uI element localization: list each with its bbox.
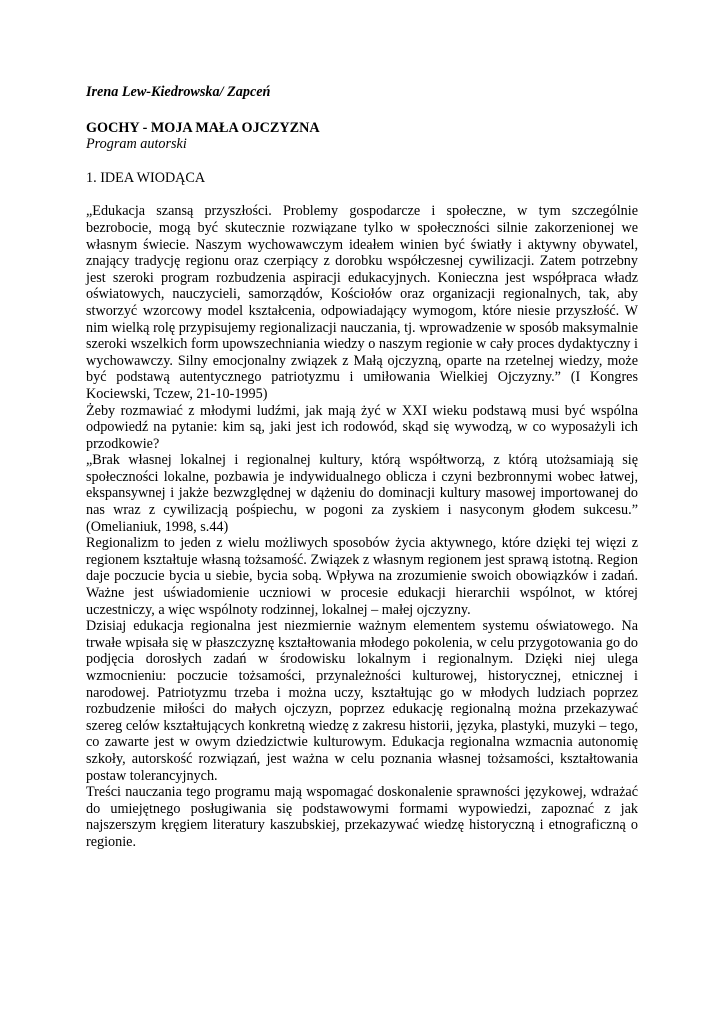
paragraph: „Brak własnej lokalnej i regionalnej kultury, którą współtworzą, z którą utożsamiają się społeczności lokalne, pozbawia je indywidualnego oblicza i czyni bezbronnymi wobec łatwej, ekspansywnej i jakże bezwzględnej w dążeniu do dominacji kultury masowej importowanej do nas wraz z cywilizacją pośpiechu, w pogoni za zyskiem i nasyconym głodem sukcesu.” (Omelianiuk, 1998, s.44) [86,452,638,535]
author-line: Irena Lew-Kiedrowska/ Zapceń [86,84,271,100]
paragraph: Żeby rozmawiać z młodymi ludźmi, jak mają żyć w XXI wieku podstawą musi być wspólna odpowiedź na pytanie: kim są, jaki jest ich rodowód, skąd się wywodzą, w co wyposażyli ich przodkowie? [86,402,638,452]
document-title: GOCHY - MOJA MAŁA OJCZYZNA [86,119,320,136]
paragraph: Dzisiaj edukacja regionalna jest niezmiernie ważnym elementem systemu oświatowego. Na trwałe wpisała się w płaszczyznę kształtowania młodego pokolenia, w celu przygotowania go do podjęcia dorosłych zadań w środowisku lokalnym i regionalnym. Dzięki niej ulega wzmocnieniu: poczucie tożsamości, przynależności kulturowej, historycznej, etnicznej i narodowej. Patriotyzmu trzeba i można uczy, kształtując go w młodych ludziach poprzez rozbudzenie miłości do małych ojczyzn, poprzez edukację regionalną można przekazywać szereg celów kształtujących konkretną wiedzę z zakresu historii, języka, plastyki, muzyki – tego, co zawarte jest w owym dziedzictwie kulturowym. Edukacja regionalna wzmacnia autonomię szkoły, autorskość rozwiązań, jest ważna w celu poznania własnej tożsamości, kształtowania postaw tolerancyjnych. [86,618,638,784]
document-page [86,84,638,851]
paragraph: Treści nauczania tego programu mają wspomagać doskonalenie sprawności językowej, wdrażać do umiejętnego posługiwania się podstawowymi formami wypowiedzi, zapoznać z jak najszerszym kręgiem literatury kaszubskiej, przekazywać wiedzę historyczną i etnograficzną o regionie. [86,784,638,850]
paragraph: Regionalizm to jeden z wielu możliwych sposobów życia aktywnego, które dzięki tej więzi z regionem kształtuje własną tożsamość. Związek z własnym regionem jest sprawą istotną. Region daje poczucie bycia u siebie, bycia sobą. Wpływa na zrozumienie swoich obowiązków i zadań. Ważne jest uświadomienie uczniowi w procesie edukacji hierarchii wspólnot, w której uczestniczy, a więc wspólnoty rodzinnej, lokalnej – małej ojczyzny. [86,535,638,618]
document-subtitle: Program autorski [86,136,187,153]
paragraph: „Edukacja szansą przyszłości. Problemy gospodarcze i społeczne, w tym szczególnie bezrobocie, mogą być skutecznie rozwiązane tylko w społeczności silnie zakorzenionej we własnym świecie. Naszym wychowawczym ideałem winien być światły i aktywny obywatel, znający tradycję regionu oraz czerpiący z dorobku współczesnej cywilizacji. Zatem potrzebny jest szeroki program rozbudzenia aspiracji edukacyjnych. Konieczna jest współpraca władz oświatowych, nauczycieli, samorządów, Kościołów oraz organizacji regionalnych, tak, aby stworzyć wzorcowy model kształcenia, odpowiadający wymogom, które niesie przyszłość. W nim wielką rolę przypisujemy regionalizacji nauczania, tj. wprowadzenie w sposób maksymalnie szeroki wszelkich form upowszechniania wiedzy o naszym regionie w cały proces dydaktyczny i wychowawczy. Silny emocjonalny związek z Małą ojczyzną, oparte na rzetelnej wiedzy, może być podstawą autentycznego patriotyzmu i umiłowania Wielkiej Ojczyzny.” (I Kongres Kociewski, Tczew, 21-10-1995) [86,203,638,402]
section-heading: 1. IDEA WIODĄCA [86,169,206,186]
